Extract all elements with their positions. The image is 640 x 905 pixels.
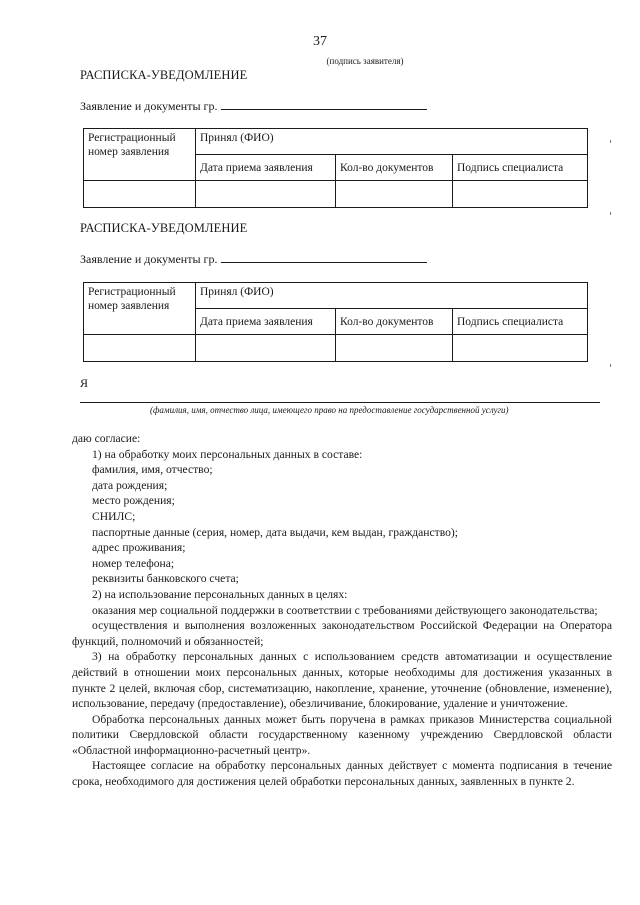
accepted-header: Принял (ФИО) <box>196 129 588 155</box>
reg-number-cell[interactable] <box>84 335 196 362</box>
signature-cell[interactable] <box>453 181 588 208</box>
consent-line: дата рождения; <box>92 478 168 492</box>
registration-table <box>83 128 588 208</box>
consent-line: место рождения; <box>92 494 175 508</box>
consent-line: реквизиты банковского счета; <box>92 572 239 586</box>
scan-mark <box>610 364 615 367</box>
date-cell[interactable] <box>196 335 336 362</box>
scan-mark <box>610 140 615 143</box>
docs-line <box>80 251 427 267</box>
consent-line: номер телефона; <box>92 556 175 570</box>
col-date-header: Дата приема заявления <box>196 155 336 181</box>
applicant-name-field[interactable] <box>221 251 427 263</box>
person-caption: (фамилия, имя, отчество лица, имеющего право на предоставление государственной услуги) <box>150 405 509 415</box>
applicant-name-field[interactable] <box>221 98 427 110</box>
col-signature-header: Подпись специалиста <box>453 155 588 181</box>
docs-line <box>80 98 427 114</box>
receipt-title: РАСПИСКА-УВЕДОМЛЕНИЕ <box>80 221 248 235</box>
date-cell[interactable] <box>196 181 336 208</box>
col-count-header: Кол-во документов <box>336 309 453 335</box>
consent-text <box>72 431 612 790</box>
consent-line: 1) на обработку моих персональных данных в составе: <box>92 447 363 461</box>
count-cell[interactable] <box>336 181 453 208</box>
consent-line: оказания мер социальной поддержки в соответствии с требованиями действующего законодательства; <box>92 603 598 617</box>
docs-label: Заявление и документы гр. <box>80 252 218 266</box>
count-cell[interactable] <box>336 335 453 362</box>
col-count-header: Кол-во документов <box>336 155 453 181</box>
receipt-title: РАСПИСКА-УВЕДОМЛЕНИЕ <box>80 68 248 82</box>
col-signature-header: Подпись специалиста <box>453 309 588 335</box>
reg-number-header: Регистрационный номер заявления <box>84 283 196 335</box>
consent-line: Обработка персональных данных может быть поручена в рамках приказов Министерства социальной политики Свердловской области государственному казенному учреждению Свердловской области «Областной информационно-расчетный центр». <box>72 712 612 757</box>
ya-label: Я <box>80 376 89 390</box>
consent-line: паспортные данные (серия, номер, дата выдачи, кем выдан, гражданство); <box>92 525 458 539</box>
consent-line: 3) на обработку персональных данных с использованием средств автоматизации и осуществление действий в отношении моих персональных данных, которые необходимы для достижения указанных в пункте 2 целей, включая сбор, систематизацию, накопление, хранение, уточнение (обновление, изменение), использование, передачу (предоставление), обезличивание, блокирование, удаление и уничтожение. <box>72 650 612 711</box>
docs-label: Заявление и документы гр. <box>80 99 218 113</box>
consent-line: Настоящее согласие на обработку персональных данных действует с момента подписания в течение срока, необходимого для достижения целей обработки персональных данных, заявленных в пункте 2. <box>72 759 612 789</box>
scan-mark <box>610 212 615 215</box>
person-name-field[interactable] <box>80 402 600 403</box>
signature-caption: (подпись заявителя) <box>326 56 404 66</box>
consent-line: СНИЛС; <box>92 509 136 523</box>
registration-table <box>83 282 588 362</box>
reg-number-cell[interactable] <box>84 181 196 208</box>
page-number: 37 <box>313 34 327 49</box>
col-date-header: Дата приема заявления <box>196 309 336 335</box>
consent-line: 2) на использование персональных данных в целях: <box>92 587 348 601</box>
consent-line: фамилия, имя, отчество; <box>92 463 213 477</box>
accepted-header: Принял (ФИО) <box>196 283 588 309</box>
reg-number-header: Регистрационный номер заявления <box>84 129 196 181</box>
consent-line: адрес проживания; <box>92 541 186 555</box>
signature-cell[interactable] <box>453 335 588 362</box>
consent-line: даю согласие: <box>72 432 141 445</box>
consent-line: осуществления и выполнения возложенных законодательством Российской Федерации на Оператора функций, полномочий и обязанностей; <box>72 619 612 648</box>
